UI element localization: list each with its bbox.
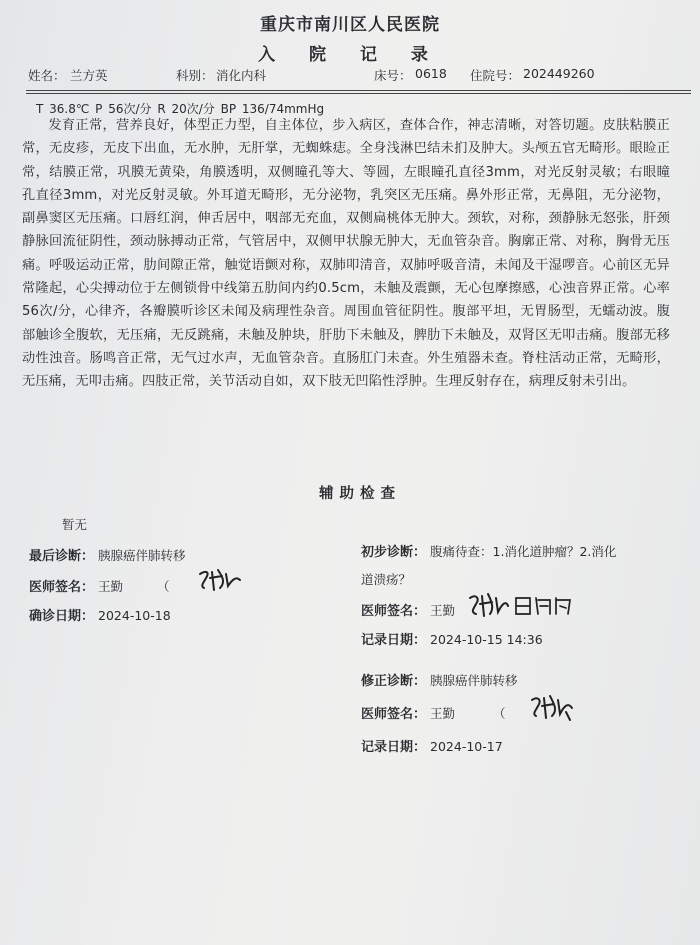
initial-diagnosis-line1: 腹痛待查：1.消化道肿瘤？2.消化 xyxy=(430,544,617,559)
revised-diagnosis-value: 胰腺癌伴肺转移 xyxy=(430,673,518,688)
initial-doctor-name: 王勤 xyxy=(430,603,456,618)
header-divider-line xyxy=(26,90,691,91)
initial-diagnosis-label: 初步诊断： xyxy=(361,545,427,560)
initial-date-label: 记录日期： xyxy=(361,633,427,648)
final-diagnosis-label: 最后诊断： xyxy=(29,549,95,564)
initial-sign-label: 医师签名： xyxy=(361,604,427,619)
dept-label: 科别： xyxy=(176,68,214,83)
bed-label: 床号： xyxy=(374,68,412,83)
patient-name: 兰方英 xyxy=(70,68,108,83)
initial-diagnosis-line2: 道溃疡？ xyxy=(361,572,412,587)
revised-sign-label: 医师签名： xyxy=(361,707,427,722)
final-doctor-signature xyxy=(29,576,170,595)
revised-diagnosis xyxy=(361,670,518,689)
initial-date-value: 2024-10-15 14:36 xyxy=(430,632,543,647)
aux-exam-heading: 辅助检查 xyxy=(319,486,401,502)
initial-doctor-signature xyxy=(361,600,455,619)
admission-number: 202449260 xyxy=(523,66,595,81)
document-title: 入 院 记 录 xyxy=(258,45,442,65)
admission-label: 住院号： xyxy=(470,68,521,83)
aux-exam-content: 暂无 xyxy=(62,517,88,532)
initial-diagnosis xyxy=(361,541,616,560)
revised-doctor-signature xyxy=(361,703,506,722)
revised-doctor-name: 王勤 xyxy=(430,706,456,721)
final-doctor-name: 王勤 xyxy=(98,579,124,594)
department: 消化内科 xyxy=(216,68,267,83)
handwritten-signature-initial xyxy=(466,590,586,622)
vital-signs: T 36.8℃ P 56次/分 R 20次/分 BP 136/74mmHg xyxy=(36,102,325,116)
final-sign-paren: （ xyxy=(157,579,170,594)
handwritten-signature-final xyxy=(196,566,246,596)
initial-record-date xyxy=(361,629,543,648)
patient-info-row xyxy=(26,66,686,86)
bed-number: 0618 xyxy=(415,66,447,81)
final-date-value: 2024-10-18 xyxy=(98,608,171,623)
name-label: 姓名： xyxy=(28,68,66,83)
initial-diagnosis-cont xyxy=(361,569,411,588)
revised-record-date xyxy=(361,736,503,755)
header-divider-line-2 xyxy=(26,93,691,94)
hospital-name: 重庆市南川区人民医院 xyxy=(260,15,440,35)
revised-diagnosis-label: 修正诊断： xyxy=(361,674,427,689)
revised-date-value: 2024-10-17 xyxy=(430,739,503,754)
final-diagnosis-value: 胰腺癌伴肺转移 xyxy=(98,548,186,563)
final-sign-label: 医师签名： xyxy=(29,580,95,595)
final-diagnosis xyxy=(29,545,186,564)
revised-date-label: 记录日期： xyxy=(361,740,427,755)
handwritten-signature-revised xyxy=(528,692,578,724)
final-confirm-date xyxy=(29,605,171,624)
physical-exam-text: 发育正常，营养良好，体型正力型，自主体位，步入病区，查体合作，神志清晰，对答切题。皮肤粘膜正常，无皮疹，无皮下出血，无水肿，无肝掌，无蜘蛛痣。全身浅淋巴结未扪及肿大。头颅五官无畸形。眼睑正常，结膜正常，巩膜无黄染，角膜透明，双侧瞳孔等大、等圆，左眼瞳孔直径3mm，对光反射灵敏；右眼瞳孔直径3mm，对光反射灵敏。外耳道无畸形，无分泌物，乳突区无压痛。鼻外形正常，无鼻阻，无分泌物，副鼻窦区无压痛。口唇红润，伸舌居中，咽部无充血，双侧扁桃体无肿大。颈软，对称，颈静脉无怒张，肝颈静脉回流征阴性，颈动脉搏动正常，气管居中，双侧甲状腺无肿大，无血管杂音。胸廓正常、对称，胸骨无压痛。呼吸运动正常，肋间隙正常，触觉语颤对称，双肺叩清音，双肺呼吸音清，未闻及干湿啰音。心前区无异常隆起，心尖搏动位于左侧锁骨中线第五肋间内约0.5cm，未触及震颤，无心包摩擦感，心浊音界正常。心率56次/分，心律齐，各瓣膜听诊区未闻及病理性杂音。周围血管征阴性。腹部平坦，无胃肠型，无蠕动波。腹部触诊全腹软，无压痛，无反跳痛，未触及肿块，肝肋下未触及，脾肋下未触及，双肾区无叩击痛。腹部无移动性浊音。肠鸣音正常，无气过水声，无血管杂音。直肠肛门未查。外生殖器未查。脊柱活动正常，无畸形，无压痛，无叩击痛。四肢正常，关节活动自如，双下肢无凹陷性浮肿。生理反射存在，病理反射未引出。 xyxy=(22,118,670,390)
final-date-label: 确诊日期： xyxy=(29,609,95,624)
revised-sign-paren: （ xyxy=(493,706,506,721)
